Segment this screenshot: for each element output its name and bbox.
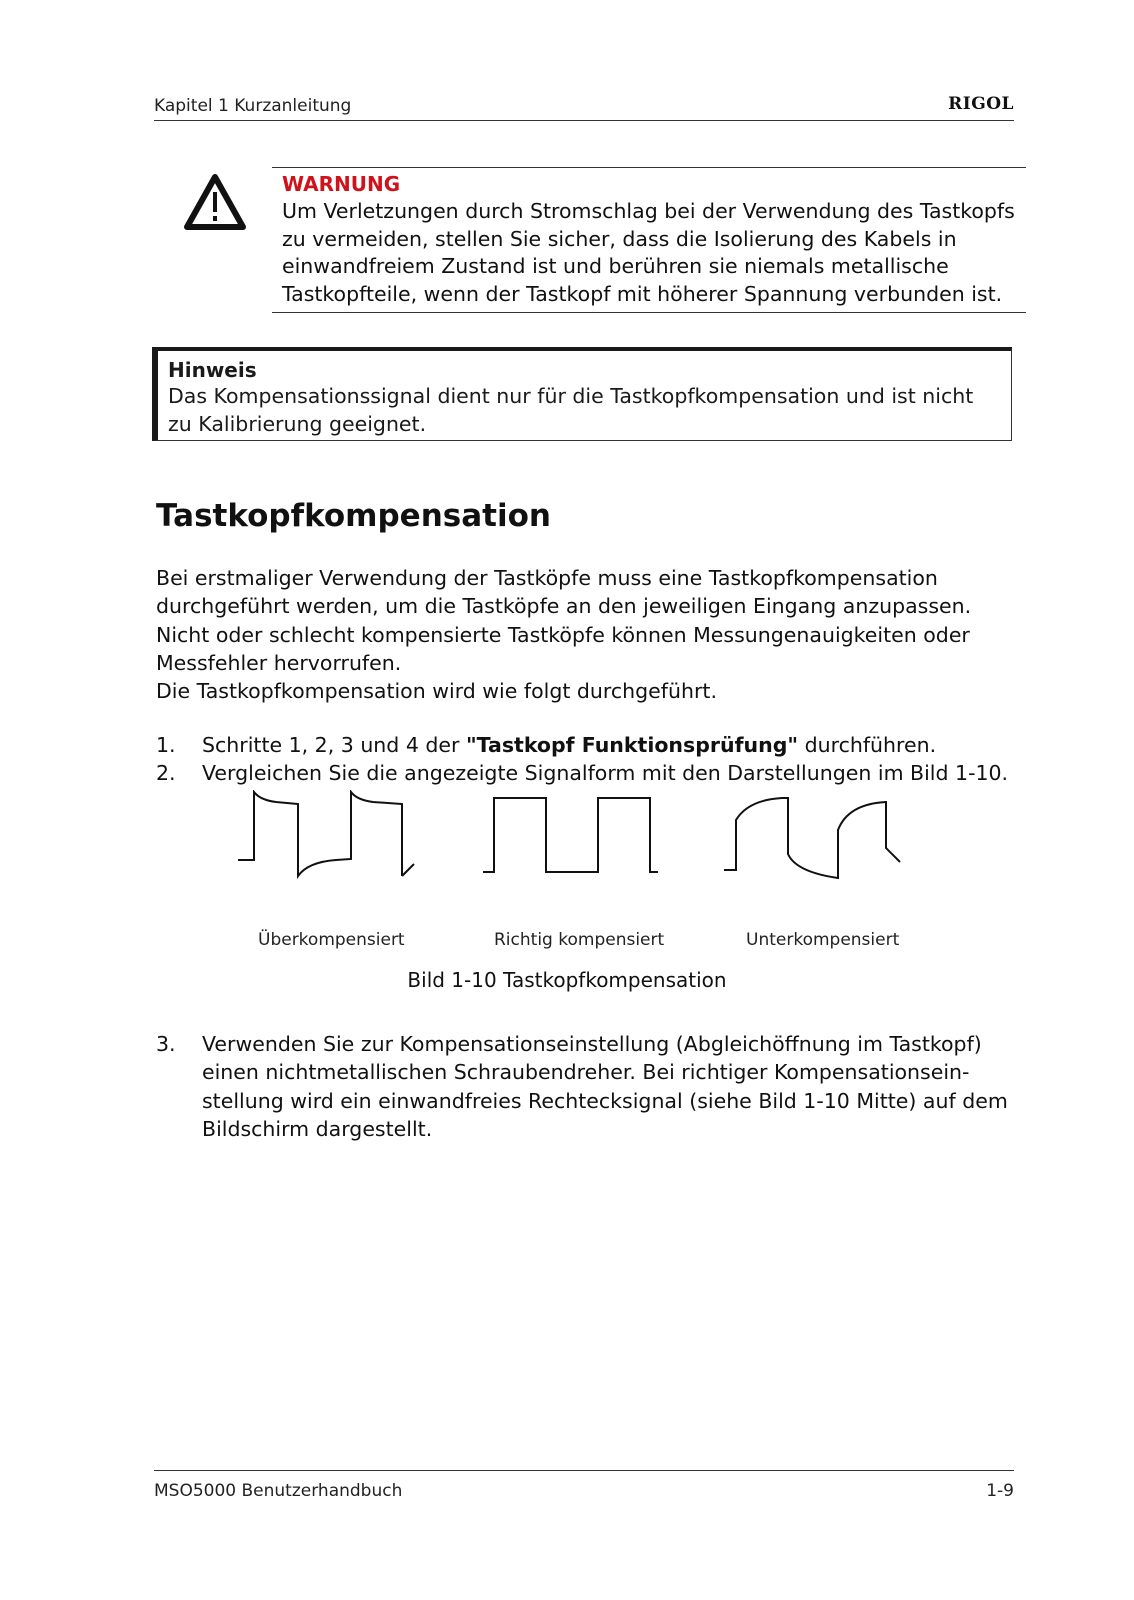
figure-label: Richtig kompensiert: [494, 930, 665, 950]
figure-label: Unterkompensiert: [746, 930, 900, 950]
step-number: 1.: [156, 733, 176, 757]
undercompensated-waveform: [724, 798, 900, 878]
figure-label: Überkompensiert: [258, 930, 405, 950]
note-text: Das Kompensationssignal dient nur für die Tastkopfkompensation und ist nicht zu Kalibrierung geeignet.: [168, 384, 974, 436]
intro-paragraph: Die Tastkopfkompensation wird wie folgt durchgeführt.: [156, 679, 717, 704]
warning-box: [272, 167, 1026, 313]
chapter-title: Kapitel 1 Kurzanleitung: [154, 96, 352, 116]
step-list: [156, 1030, 1036, 1143]
intro-text: [156, 564, 1026, 705]
step-text: Verwenden Sie zur Kompensationseinstellung (Abgleichöffnung im Tastkopf) einen nichtmetallischen Schraubendreher. Bei richtiger Kompensationseinstellung wird ein einwandfreies Rechtecksignal (siehe Bild 1-10 Mitte) auf dem Bildschirm dargestellt.: [202, 1032, 1008, 1141]
manual-title: MSO5000 Benutzerhandbuch: [154, 1481, 403, 1501]
step-link-text: "Tastkopf Funktionsprüfung": [465, 733, 799, 757]
section-title: Tastkopfkompensation: [156, 498, 551, 534]
step-number: 2.: [156, 761, 176, 786]
step-text: Schritte 1, 2, 3 und 4 der: [202, 733, 466, 757]
brand-logo: RIGOL: [948, 94, 1014, 114]
waveform-figure: [236, 790, 936, 900]
page-footer: [154, 1470, 1014, 1501]
step-item: [156, 1030, 1036, 1143]
step-text: durchführen.: [798, 733, 937, 757]
step-number: 3.: [156, 1032, 176, 1056]
page-number: 1-9: [986, 1481, 1014, 1501]
page-header: [154, 94, 1014, 121]
step-item: [156, 731, 1036, 759]
warning-text: Um Verletzungen durch Stromschlag bei der Verwendung des Tastkopfs zu vermeiden, stellen Sie sicher, dass die Isolierung des Kabels in einwandfreiem Zustand ist und berühren sie niemals metallische Tastkopfteile, wenn der Tastkopf mit höherer Spannung verbunden ist.: [282, 199, 1015, 306]
warning-triangle-icon: [182, 172, 248, 232]
warning-title: WARNUNG: [282, 172, 401, 196]
overcompensated-waveform: [238, 792, 414, 876]
step-text: Vergleichen Sie die angezeigte Signalform mit den Darstellungen im Bild 1-10.: [202, 761, 1009, 786]
step-list: [156, 731, 1036, 788]
step-item: [156, 759, 1036, 787]
figure-caption: Bild 1-10 Tastkopfkompensation: [407, 968, 727, 992]
note-title: Hinweis: [168, 358, 257, 382]
intro-paragraph: Bei erstmaliger Verwendung der Tastköpfe muss eine Tastkopfkompensation durchgeführt werden, um die Tastköpfe an den jeweiligen Eingang anzupassen. Nicht oder schlecht kompensierte Tastköpfe können Messungenauigkeiten oder Messfehler hervorrufen.: [156, 566, 972, 675]
correct-waveform: [483, 798, 658, 872]
note-box: [152, 347, 1012, 441]
